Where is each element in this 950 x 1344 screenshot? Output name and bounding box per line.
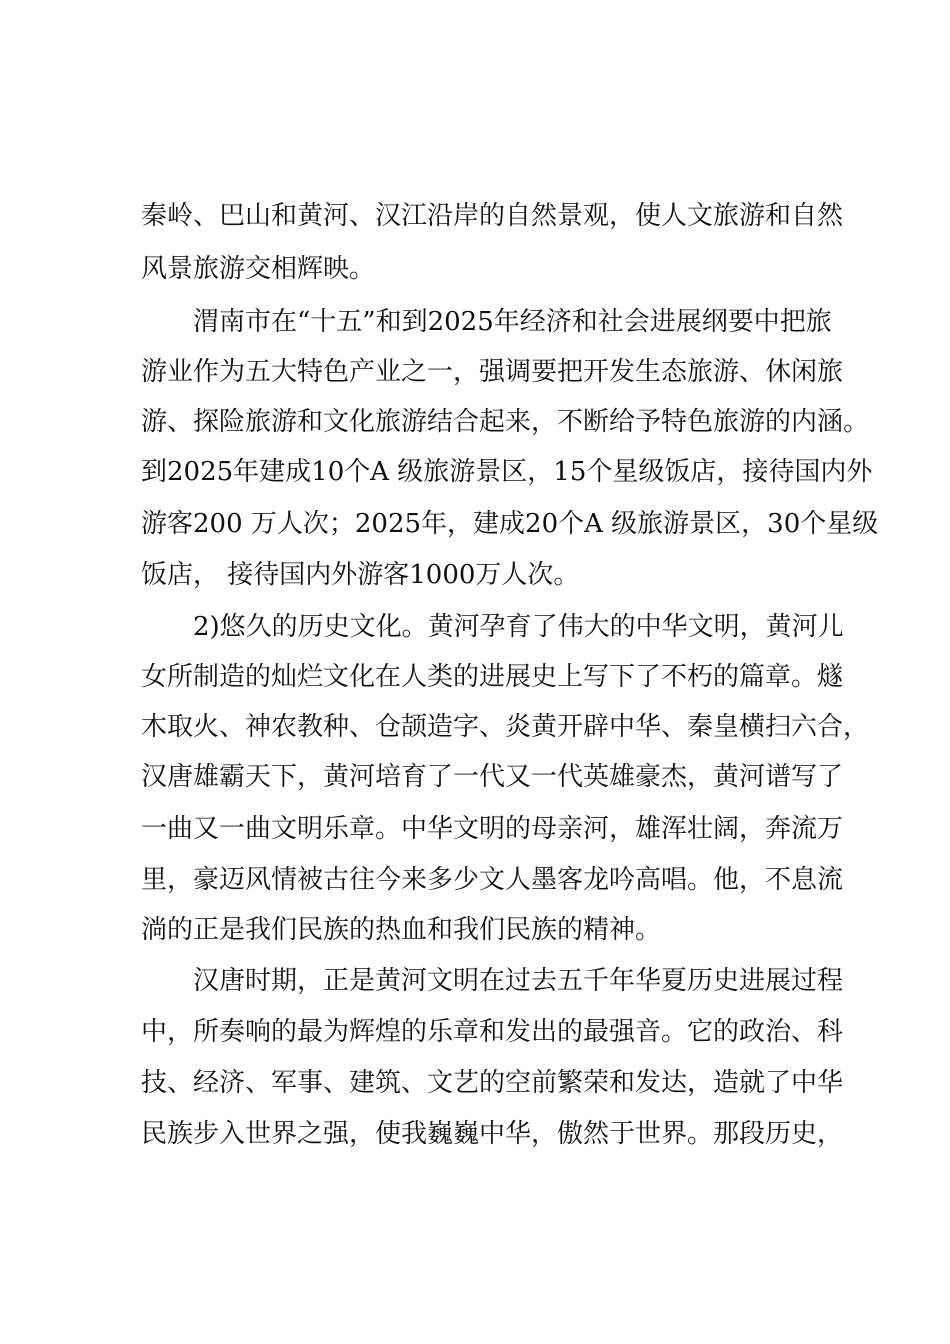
paragraph-2-line-1: 渭南市在“十五”和到2025年经济和社会进展纲要中把旅	[193, 307, 832, 337]
paragraph-4-line-1: 汉唐时期，正是黄河文明在过去五千年华夏历史进展过程	[193, 966, 844, 996]
paragraph-4-line-4: 民族步入世界之强，使我巍巍中华，傲然于世界。那段历史，	[141, 1119, 844, 1149]
paragraph-3-line-1: 2)悠久的历史文化。黄河孕育了伟大的中华文明，黄河儿	[193, 612, 844, 642]
paragraph-3-line-3: 木取火、神农教种、仓颉造字、炎黄开辟中华、秦皇横扫六合，	[141, 712, 870, 742]
paragraph-2-line-4: 到2025年建成10个A 级旅游景区，15个星级饭店，接待国内外	[141, 457, 873, 487]
paragraph-3-line-7: 淌的正是我们民族的热血和我们民族的精神。	[141, 915, 662, 945]
paragraph-3-line-5: 一曲又一曲文明乐章。中华文明的母亲河，雄浑壮阔，奔流万	[141, 814, 844, 844]
paragraph-2-line-2: 游业作为五大特色产业之一，强调要把开发生态旅游、休闲旅	[141, 357, 844, 387]
paragraph-3-line-2: 女所制造的灿烂文化在人类的进展史上写下了不朽的篇章。燧	[141, 662, 844, 692]
paragraph-2-line-5: 游客200 万人次；2025年，建成20个A 级旅游景区，30个星级	[141, 509, 879, 539]
paragraph-3-line-6: 里，豪迈风情被古往今来多少文人墨客龙吟高唱。他，不息流	[141, 865, 844, 895]
paragraph-2-line-3: 游、探险旅游和文化旅游结合起来，不断给予特色旅游的内涵。	[141, 407, 870, 437]
paragraph-4-line-3: 技、经济、军事、建筑、文艺的空前繁荣和发达，造就了中华	[141, 1068, 844, 1098]
paragraph-1-line-1: 秦岭、巴山和黄河、汉江沿岸的自然景观，使人文旅游和自然	[141, 201, 844, 231]
paragraph-1-line-2: 风景旅游交相辉映。	[141, 254, 376, 284]
paragraph-4-line-2: 中，所奏响的最为辉煌的乐章和发出的最强音。它的政治、科	[141, 1017, 844, 1047]
paragraph-3-line-4: 汉唐雄霸天下，黄河培育了一代又一代英雄豪杰，黄河谱写了	[141, 762, 844, 792]
paragraph-2-line-6: 饭店， 接待国内外游客1000万人次。	[141, 560, 580, 590]
